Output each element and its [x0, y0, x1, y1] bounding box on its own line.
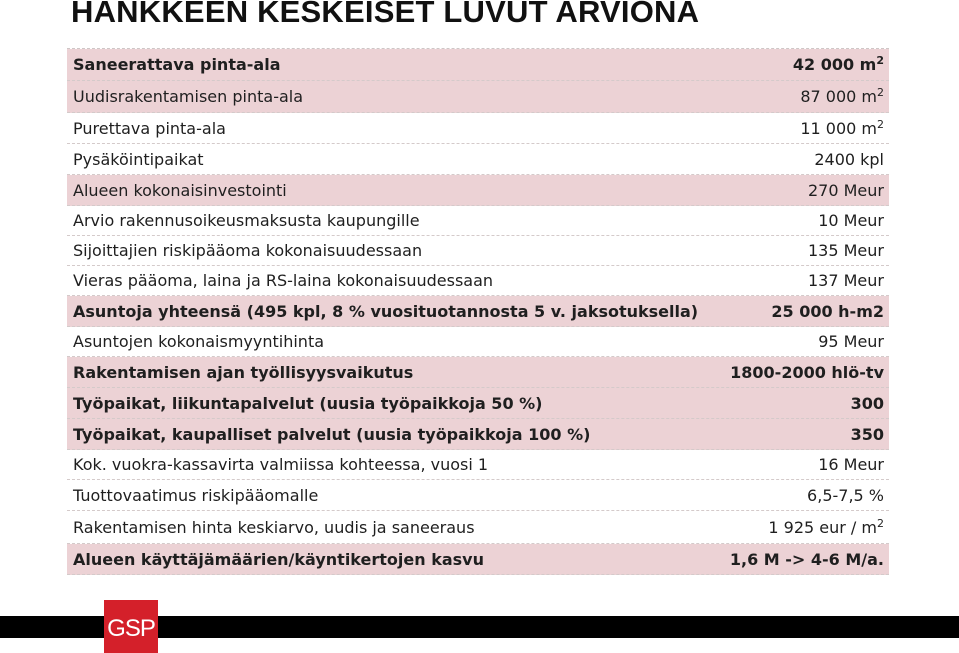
row-value: 10 Meur	[818, 211, 884, 230]
row-value: 42 000 $m^2$	[792, 54, 884, 74]
row-value: 2400 kpl	[814, 149, 884, 169]
row-value: 25 000 h-m2	[771, 301, 884, 321]
row-value: 270 Meur	[808, 180, 884, 200]
row-label: Työpaikat, kaupalliset palvelut (uusia työpaikkoja 100 %)	[73, 424, 591, 444]
row-value: 11 000 $m^2$	[800, 117, 884, 138]
row-value: 6,5-7,5 %	[807, 485, 884, 505]
key-figures-table	[67, 48, 889, 575]
table-row	[67, 144, 889, 175]
row-label: Purettava pinta-ala	[73, 118, 226, 138]
row-value: 1800-2000 hlö-tv	[730, 362, 884, 382]
table-row	[67, 450, 889, 480]
row-value: 1,6 M -> 4-6 M/a.	[729, 549, 884, 569]
row-value: 95 Meur	[818, 332, 884, 351]
row-label: Uudisrakentamisen pinta-ala	[73, 87, 304, 106]
row-value: 135 Meur	[808, 241, 884, 260]
page-title: HANKKEEN KESKEISET LUVUT ARVIONA	[71, 0, 700, 29]
table-row	[67, 206, 889, 236]
row-value: 87 000 $m^2$	[800, 86, 884, 106]
row-label: Saneerattava pinta-ala	[73, 55, 281, 74]
table-row	[67, 113, 889, 144]
row-value: 16 Meur	[818, 455, 884, 474]
row-label: Työpaikat, liikuntapalvelut (uusia työpaikkoja 50 %)	[73, 393, 543, 413]
row-label: Tuottovaatimus riskipääomalle	[73, 485, 319, 505]
table-row	[67, 327, 889, 357]
gsp-logo: GSP	[104, 600, 158, 653]
table-row	[67, 480, 889, 511]
unit-superscript: 2	[877, 117, 884, 131]
row-label: Asuntoja yhteensä (495 kpl, 8 % vuosituotannosta 5 v. jaksotuksella)	[73, 301, 699, 321]
row-label: Rakentamisen hinta keskiarvo, uudis ja saneeraus	[73, 517, 475, 537]
table-row	[67, 236, 889, 266]
row-label: Pysäköintipaikat	[73, 149, 204, 169]
row-label: Sijoittajien riskipääoma kokonaisuudessaan	[73, 241, 423, 260]
row-value: 1 925 eur / $m^2$	[768, 516, 884, 537]
table-row	[67, 49, 889, 81]
table-row	[67, 388, 889, 419]
table-row	[67, 266, 889, 296]
unit-superscript: 2	[877, 86, 884, 99]
table-row	[67, 419, 889, 450]
row-label: Kok. vuokra-kassavirta valmiissa kohteessa, vuosi 1	[73, 455, 489, 474]
row-label: Arvio rakennusoikeusmaksusta kaupungille	[73, 211, 420, 230]
row-label: Alueen kokonaisinvestointi	[73, 180, 287, 200]
unit-superscript: 2	[877, 516, 884, 530]
table-row	[67, 511, 889, 544]
table-row	[67, 81, 889, 113]
table-row	[67, 296, 889, 327]
row-value: 350	[850, 424, 884, 444]
row-value: 137 Meur	[808, 271, 884, 290]
table-row	[67, 175, 889, 206]
row-label: Asuntojen kokonaismyyntihinta	[73, 332, 325, 351]
row-label: Alueen käyttäjämäärien/käyntikertojen kasvu	[73, 549, 484, 569]
row-label: Rakentamisen ajan työllisyysvaikutus	[73, 362, 414, 382]
unit-superscript: 2	[876, 54, 884, 67]
table-row	[67, 544, 889, 575]
row-value: 300	[850, 393, 884, 413]
table-row	[67, 357, 889, 388]
row-label: Vieras pääoma, laina ja RS-laina kokonaisuudessaan	[73, 271, 494, 290]
